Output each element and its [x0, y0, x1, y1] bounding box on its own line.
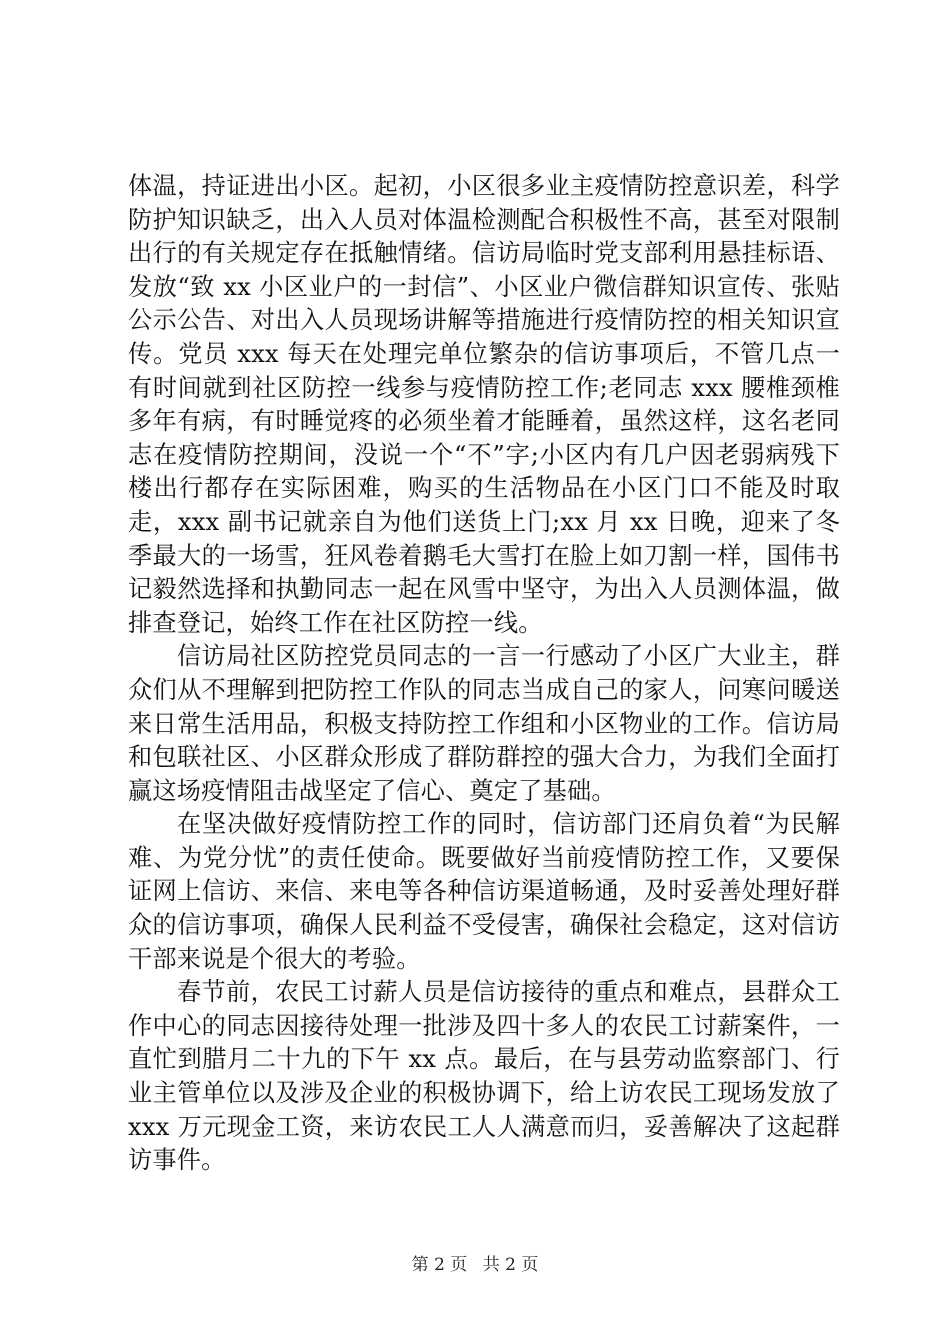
paragraph-3: 在坚决做好疫情防控工作的同时，信访部门还肩负着“为民解难、为党分忧”的责任使命。既要做好当前疫情防控工作，又要保证网上信访、来信、来电等各种信访渠道畅通，及时妥善处理好群众的信访事项，确保人民利益不受侵害，确保社会稳定，这对信访干部来说是个很大的考验。	[128, 810, 840, 973]
paragraph-1: 体温，持证进出小区。起初，小区很多业主疫情防控意识差，科学防护知识缺乏，出入人员对体温检测配合积极性不高，甚至对限制出行的有关规定存在抵触情绪。信访局临时党支部利用悬挂标语、发放“致 xx 小区业户的一封信”、小区业户微信群知识宣传、张贴公示公告、对出入人员现场讲解等措施进行疫情防控的相关知识宣传。党员 xxx 每天在处理完单位繁杂的信访事项后，不管几点一有时间就到社区防控一线参与疫情防控工作;老同志 xxx 腰椎颈椎多年有病，有时睡觉疼的必须坐着才能睡着，虽然这样，这名老同志在疫情防控期间，没说一个“不”字;小区内有几户因老弱病残下楼出行都存在实际困难，购买的生活物品在小区门口不能及时取走，xxx 副书记就亲自为他们送货上门;xx 月 xx 日晚，迎来了冬季最大的一场雪，狂风卷着鹅毛大雪打在脸上如刀割一样，国伟书记毅然选择和执勤同志一起在风雪中坚守，为出入人员测体温，做排查登记，始终工作在社区防控一线。	[128, 172, 840, 637]
document-body	[128, 170, 840, 1178]
paragraph-2: 信访局社区防控党员同志的一言一行感动了小区广大业主，群众们从不理解到把防控工作队的同志当成自己的家人，问寒问暖送来日常生活用品，积极支持防控工作组和小区物业的工作。信访局和包联社区、小区群众形成了群防群控的强大合力，为我们全面打赢这场疫情阻击战坚定了信心、奠定了基础。	[128, 642, 840, 805]
page-footer	[0, 1255, 950, 1275]
paragraph-4: 春节前，农民工讨薪人员是信访接待的重点和难点，县群众工作中心的同志因接待处理一批涉及四十多人的农民工讨薪案件，一直忙到腊月二十九的下午 xx 点。最后，在与县劳动监察部门、行业主管单位以及涉及企业的积极协调下，给上访农民工现场发放了 xxx 万元现金工资，来访农民工人人满意而归，妥善解决了这起群访事件。	[128, 978, 840, 1175]
page-number-label: 第 2 页	[411, 1255, 468, 1275]
page-total-label: 共 2 页	[482, 1255, 539, 1275]
